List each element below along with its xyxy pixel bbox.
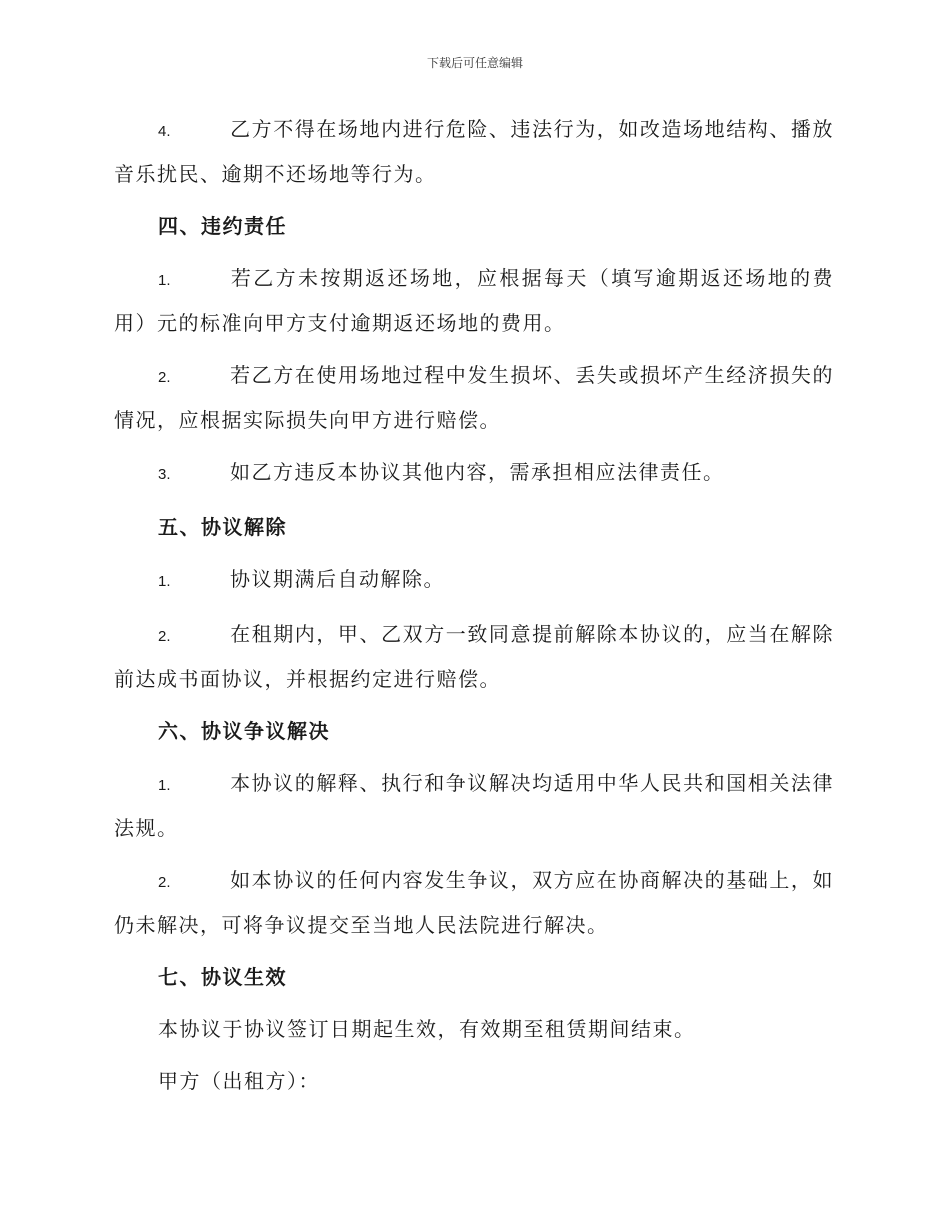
clause-text: 在租期内，甲、乙双方一致同意提前解除本协议的，应当在解除前达成书面协议，并根据约定进行赔偿。 — [114, 622, 834, 691]
clause-number: 1. — [158, 272, 171, 289]
effective-text: 本协议于协议签订日期起生效，有效期至租赁期间结束。 — [158, 1017, 696, 1041]
clause-number: 3. — [158, 466, 171, 483]
clause-number: 1. — [158, 777, 171, 794]
clause-item — [114, 613, 834, 700]
clause-item — [114, 257, 834, 344]
section-title-termination: 五、协议解除 — [158, 515, 287, 539]
clause-text: 若乙方未按期返还场地，应根据每天（填写逾期返还场地的费用）元的标准向甲方支付逾期返还场地的费用。 — [114, 266, 834, 335]
section-title-breach: 四、违约责任 — [158, 214, 287, 238]
clause-number: 4. — [158, 123, 171, 140]
clause-text: 如乙方违反本协议其他内容，需承担相应法律责任。 — [230, 460, 725, 484]
clause-text: 乙方不得在场地内进行危险、违法行为，如改造场地结构、播放音乐扰民、逾期不还场地等行为。 — [114, 117, 834, 186]
clause-text: 本协议的解释、执行和争议解决均适用中华人民共和国相关法律法规。 — [114, 771, 834, 840]
section-title-dispute: 六、协议争议解决 — [158, 719, 330, 743]
clause-item — [114, 354, 834, 441]
party-a-label: 甲方（出租方）： — [158, 1069, 320, 1093]
clause-text: 若乙方在使用场地过程中发生损坏、丢失或损坏产生经济损失的情况，应根据实际损失向甲方进行赔偿。 — [114, 363, 834, 432]
clause-number: 1. — [158, 573, 171, 590]
clause-item — [114, 859, 834, 946]
page-header: 下载后可任意编辑 — [426, 56, 523, 70]
clause-number: 2. — [158, 369, 171, 386]
clause-number: 2. — [158, 874, 171, 891]
document-body — [114, 108, 834, 1102]
clause-text: 如本协议的任何内容发生争议，双方应在协商解决的基础上，如仍未解决，可将争议提交至当地人民法院进行解决。 — [114, 868, 834, 937]
section-title-effective: 七、协议生效 — [158, 965, 287, 989]
clause-text: 协议期满后自动解除。 — [230, 567, 445, 591]
clause-item — [114, 558, 834, 603]
clause-item — [114, 108, 834, 195]
clause-number: 2. — [158, 628, 171, 645]
clause-item — [114, 762, 834, 849]
clause-item — [114, 451, 834, 496]
